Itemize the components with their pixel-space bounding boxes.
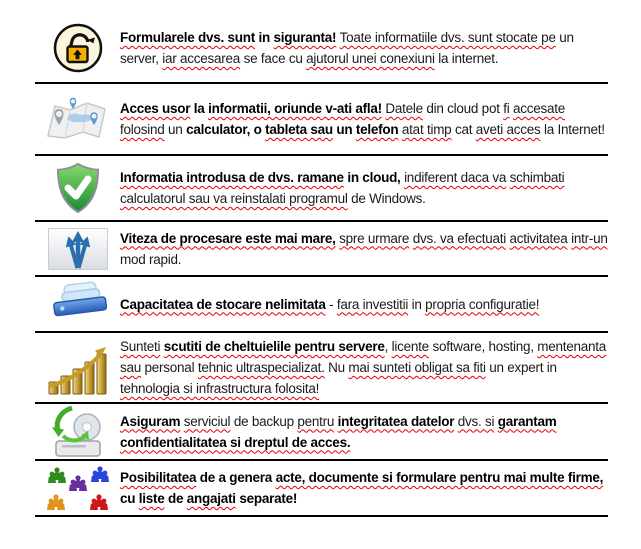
text-segment: Asiguram [120, 413, 181, 429]
text-segment: liste [138, 491, 165, 506]
feature-row-storage [35, 277, 608, 333]
text-segment: siguranta! [273, 30, 337, 45]
text-segment: Formularele dvs. sunt [120, 30, 256, 45]
growth-chart-icon [35, 340, 120, 396]
speed-arrows-icon [35, 228, 120, 270]
text-segment: indiferent daca va [404, 170, 507, 185]
feature-row-multicompany [35, 461, 608, 517]
text-segment: personal [141, 360, 198, 375]
text-segment: dvs. si [457, 413, 495, 429]
text-segment: Capacitatea de stocare nelimitata [120, 296, 326, 312]
text-segment: din cloud pot [422, 101, 504, 116]
text-segment: in cloud, [343, 170, 405, 185]
text-segment: tableta sau [265, 122, 333, 137]
text-segment: mod rapid. [120, 251, 182, 267]
text-segment: spre urmare [339, 230, 410, 246]
feature-text [120, 294, 608, 315]
backup-icon [35, 405, 120, 459]
text-segment: schimbati calculatorul sau va reinstalati programul [120, 170, 565, 206]
text-segment: la internet. [434, 51, 499, 66]
text-segment: atat timp [401, 122, 452, 137]
text-segment: ajutorul unei conexiuni [306, 51, 435, 66]
text-segment: un [332, 122, 356, 137]
text-segment: in [408, 296, 426, 312]
feature-row-backup [35, 404, 608, 461]
feature-text [120, 228, 608, 270]
text-segment: fara investitii [336, 296, 409, 312]
feature-text [120, 336, 608, 399]
text-segment: iar accesarea [162, 51, 241, 66]
text-segment: propria configuratie! [425, 296, 540, 312]
text-segment: Nu [324, 360, 349, 375]
text-segment: informatii, oriunde v-ati afla! [208, 101, 382, 116]
text-segment: Acces usor [120, 101, 191, 116]
text-segment: activitatea [509, 230, 568, 246]
feature-text [120, 27, 608, 69]
feature-row-access [35, 84, 608, 156]
feature-row-security [35, 0, 608, 84]
feature-text [120, 467, 608, 509]
text-segment: Toate informatiile dvs. sunt stocate pe [339, 30, 556, 45]
text-segment: Viteza de procesare este mai mare, [120, 230, 336, 246]
text-segment: intr-un [571, 230, 608, 246]
feature-row-speed [35, 222, 608, 277]
shield-check-icon [35, 162, 120, 214]
feature-row-persistence [35, 156, 608, 222]
text-segment: un [164, 122, 187, 137]
text-segment: de Windows. [347, 191, 426, 206]
map-pins-icon [35, 94, 120, 144]
text-segment: angajati [186, 491, 236, 506]
text-segment: licente [391, 339, 429, 354]
text-segment: integritatea datelor [337, 413, 455, 429]
text-segment: , [384, 339, 392, 354]
text-segment: fi [503, 101, 510, 116]
text-segment: la Internet! [540, 122, 605, 137]
text-segment: calculator, o [186, 122, 266, 137]
text-segment: un expert in [485, 360, 557, 375]
text-segment: mai sunteti obligat sa fiti [348, 360, 486, 375]
text-segment: Datele [385, 101, 423, 116]
text-segment: mentenanta sau [120, 339, 607, 375]
feature-row-costs [35, 333, 608, 404]
text-segment: telefon [355, 122, 399, 137]
text-segment: de a genera [196, 470, 276, 485]
people-groups-icon [35, 462, 120, 514]
text-segment: scutiti de cheltuielile pentru servere [163, 339, 385, 354]
text-segment: software, hosting, [428, 339, 538, 354]
feature-text [120, 167, 608, 209]
text-segment: Sunteti [120, 339, 161, 354]
feature-text [120, 411, 608, 453]
text-segment: in [255, 30, 274, 45]
text-segment: tehnic ultraspecializat. [197, 360, 325, 375]
text-segment: cu [120, 491, 139, 506]
text-segment: se face cu [240, 51, 307, 66]
text-segment: cat [451, 122, 476, 137]
lock-icon [35, 21, 120, 75]
text-segment: dvs. va efectuati [412, 230, 507, 246]
text-segment: - [325, 296, 337, 312]
text-segment: garantam confidentialitatea si dreptul de acces. [120, 413, 557, 450]
hard-drive-icon [35, 281, 120, 327]
text-segment: de backup [230, 413, 298, 429]
feature-text [120, 98, 608, 140]
text-segment: pentru [297, 413, 335, 429]
text-segment: serviciul [183, 413, 231, 429]
text-segment: Posibilitatea [120, 470, 197, 485]
text-segment: separate! [235, 491, 298, 506]
text-segment: la [190, 101, 209, 116]
text-segment: acte, documente si formulare pentru mai multe firme, [275, 470, 604, 485]
text-segment: tehnologia si infrastructura folosita! [120, 381, 320, 396]
text-segment: Informatia introdusa de dvs. ramane [120, 170, 344, 185]
text-segment: un server, [120, 30, 574, 66]
text-segment: accesate folosind [120, 101, 566, 137]
text-segment: de [164, 491, 187, 506]
text-segment: aveti acces [475, 122, 541, 137]
